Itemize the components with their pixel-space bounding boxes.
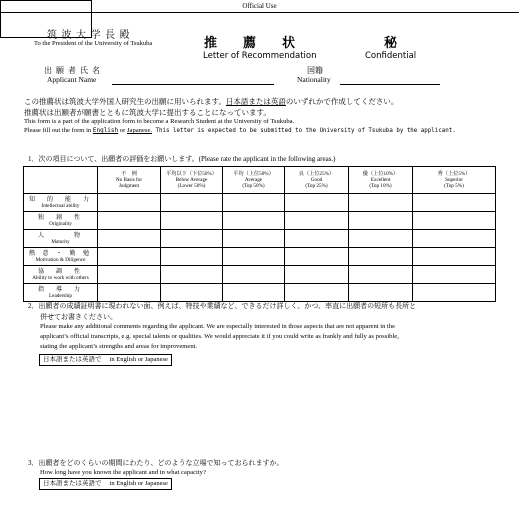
- rating-cell[interactable]: [161, 266, 223, 284]
- rating-cell[interactable]: [413, 212, 496, 230]
- rating-cell[interactable]: [413, 248, 496, 266]
- intro-en2-part-a: Please fill out the form in: [24, 127, 93, 134]
- criterion-en: Ability to work with others: [32, 274, 89, 281]
- q2-en-line1: Please make any additional comments regarding the applicant. We are especially interested in those aspects that are not apparent in the: [40, 323, 396, 330]
- rating-cell[interactable]: [285, 194, 349, 212]
- rating-col-jp: 秀（上位5%）: [437, 171, 471, 177]
- rating-col-en2: (Top 25%): [305, 183, 328, 189]
- q3-language-box: 日本語または英語で in English or Japanese: [39, 478, 172, 490]
- criterion-en: Leadership: [48, 292, 73, 299]
- q2-answer-area[interactable]: [39, 368, 509, 452]
- criterion-en: Motivation & Diligence: [35, 256, 86, 263]
- rating-cell[interactable]: [223, 266, 285, 284]
- rating-col-en1: Average: [244, 177, 263, 183]
- intro-en2-japanese: Japanese.: [126, 127, 153, 134]
- rating-cell[interactable]: [413, 266, 496, 284]
- criterion-jp: 協 調 性: [37, 268, 83, 275]
- criterion-en: Intellectual ability: [41, 202, 80, 209]
- criterion-jp: 知 的 能 力: [28, 196, 92, 203]
- rating-cell[interactable]: [161, 248, 223, 266]
- intro-jp1-part-c: のいずれかで作成してください。: [285, 97, 399, 106]
- intro-jp-line2: 推薦状は出願者が願書とともに筑波大学に提出することになっています。: [24, 108, 271, 117]
- intro-en-line1: This form is a part of the application form to become a Research Student at the University of Tsukuba.: [24, 118, 295, 125]
- criterion-jp: 独 創 性: [37, 214, 83, 221]
- nationality-label-en: Nationality: [297, 75, 331, 84]
- q2-en-line2: applicant’s official transcripts, e.g. special talents or qualities. We would appreciate it if you could write as frankly and fully as possible,: [40, 333, 399, 340]
- criterion-en: Maturity: [51, 238, 70, 245]
- q1-label: 1．次の項目について、出願者の評価をお願いします。(Please rate the applicant in the following areas.): [28, 155, 336, 163]
- recommendation-title-en: Letter of Recommendation: [203, 51, 317, 61]
- criterion-jp: 熱 意 ・ 勤 勉: [28, 250, 92, 257]
- criterion-cell: [24, 266, 98, 284]
- intro-en2-part-e: This letter is expected to be submitted to the University of Tsukuba by the applicant.: [152, 128, 456, 134]
- criterion-cell: [24, 248, 98, 266]
- rating-cell[interactable]: [98, 284, 161, 302]
- rating-cell[interactable]: [349, 266, 413, 284]
- rating-row-leadership: [24, 284, 496, 302]
- rating-col-en1: No Basis for: [115, 177, 143, 183]
- rating-cell[interactable]: [223, 230, 285, 248]
- rating-row-teamwork: [24, 266, 496, 284]
- rating-cell[interactable]: [413, 230, 496, 248]
- rating-col-jp: 優（上位10%）: [362, 171, 399, 177]
- rating-cell[interactable]: [223, 248, 285, 266]
- rating-col-en1: Superior: [445, 177, 463, 183]
- rating-col-en2: (Top 5%): [444, 183, 464, 189]
- official-use-label: Official Use: [0, 0, 519, 13]
- rating-cell[interactable]: [98, 194, 161, 212]
- rating-col-en2: (Top 50%): [242, 183, 265, 189]
- rating-cell[interactable]: [413, 194, 496, 212]
- rating-cell[interactable]: [98, 248, 161, 266]
- criterion-cell: [24, 230, 98, 248]
- rating-cell[interactable]: [285, 266, 349, 284]
- rating-row-motivation: [24, 248, 496, 266]
- rating-col-jp: 平均以下（下位50%）: [165, 171, 217, 177]
- rating-cell[interactable]: [223, 212, 285, 230]
- rating-row-originality: [24, 212, 496, 230]
- rating-cell[interactable]: [349, 212, 413, 230]
- criterion-jp: 人 物: [37, 232, 83, 239]
- intro-jp-line1: [24, 96, 398, 107]
- rating-table: [23, 166, 496, 302]
- rating-cell[interactable]: [349, 230, 413, 248]
- rating-col-en2: Judgment: [118, 183, 140, 189]
- criterion-cell: [24, 194, 98, 212]
- rating-col-en2: (Top 10%): [369, 183, 392, 189]
- q2-jp-line2: 併せてお書きください。: [40, 313, 117, 321]
- rating-col-jp: 良（上位25%）: [298, 171, 335, 177]
- intro-en-line2: [24, 127, 456, 134]
- rating-cell[interactable]: [285, 248, 349, 266]
- rating-col-header: [349, 167, 413, 194]
- applicant-name-label-en: Applicant Name: [47, 75, 97, 84]
- rating-col-header: [223, 167, 285, 194]
- q3-answer-area[interactable]: [39, 492, 509, 528]
- rating-cell[interactable]: [223, 284, 285, 302]
- rating-cell[interactable]: [349, 248, 413, 266]
- president-title-jp: 筑 波 大 学 長 殿: [47, 30, 131, 41]
- rating-col-header: [413, 167, 496, 194]
- rating-cell[interactable]: [161, 194, 223, 212]
- rating-cell[interactable]: [98, 230, 161, 248]
- rating-cell[interactable]: [413, 284, 496, 302]
- applicant-name-line[interactable]: [112, 84, 274, 85]
- rating-cell[interactable]: [161, 212, 223, 230]
- criterion-jp: 指 導 力: [37, 286, 83, 293]
- rating-col-header: [98, 167, 161, 194]
- q2-language-box: 日本語または英語で in English or Japanese: [39, 354, 172, 366]
- recommendation-title-jp: 推 薦 状: [204, 36, 296, 51]
- rating-col-en2: (Lower 50%): [177, 183, 206, 189]
- rating-cell[interactable]: [349, 194, 413, 212]
- intro-jp1-language: 日本語または英語: [225, 97, 286, 106]
- confidential-jp: 秘: [384, 36, 398, 51]
- applicant-name-label-jp: 出 願 者 氏 名: [44, 66, 101, 75]
- rating-col-en1: Below Average: [175, 177, 208, 183]
- rating-col-en1: Excellent: [370, 177, 391, 183]
- q2-en-line3: stating the applicant’s strengths and areas for improvement.: [40, 343, 198, 350]
- rating-col-en1: Good: [310, 177, 323, 183]
- intro-en2-english: English: [92, 127, 119, 134]
- q3-jp: 3．出願者をどのくらいの期間にわたり、どのような立場で知っておられますか。: [28, 459, 284, 467]
- rating-col-header: [285, 167, 349, 194]
- rating-cell[interactable]: [161, 284, 223, 302]
- rating-cell[interactable]: [98, 212, 161, 230]
- rating-header-row: [24, 167, 496, 194]
- criterion-en: Originality: [49, 220, 72, 227]
- rating-cell[interactable]: [223, 194, 285, 212]
- q2-jp-line1: 2．出願者の成績証明書に現われない面、例えば、特技や業績など、できるだけ詳しく、かつ、率直に出願者の短所も長所と: [28, 302, 417, 310]
- rating-row-intellectual: [24, 194, 496, 212]
- rating-row-maturity: [24, 230, 496, 248]
- president-title-en: To the President of the University of Tsukuba: [34, 40, 153, 47]
- rating-cell[interactable]: [285, 284, 349, 302]
- intro-en2-or: or: [118, 127, 127, 134]
- rating-col-header: [161, 167, 223, 194]
- rating-col-jp: 平均（上位50%）: [233, 171, 274, 177]
- nationality-label-jp: 国籍: [307, 66, 323, 75]
- rating-cell[interactable]: [161, 230, 223, 248]
- rating-cell[interactable]: [285, 230, 349, 248]
- rating-cell[interactable]: [98, 266, 161, 284]
- rating-col-jp: 不 例: [121, 171, 137, 177]
- rating-cell[interactable]: [349, 284, 413, 302]
- intro-jp1-part-a: この推薦状は筑波大学外国人研究生の出願に用いられます。: [24, 97, 226, 106]
- criterion-cell: [24, 284, 98, 302]
- q3-en: How long have you known the applicant and in what capacity?: [40, 469, 206, 476]
- nationality-line[interactable]: [340, 84, 440, 85]
- confidential-en: Confidential: [365, 51, 417, 61]
- rating-cell[interactable]: [285, 212, 349, 230]
- criterion-cell: [24, 212, 98, 230]
- rating-header-corner: [24, 167, 98, 194]
